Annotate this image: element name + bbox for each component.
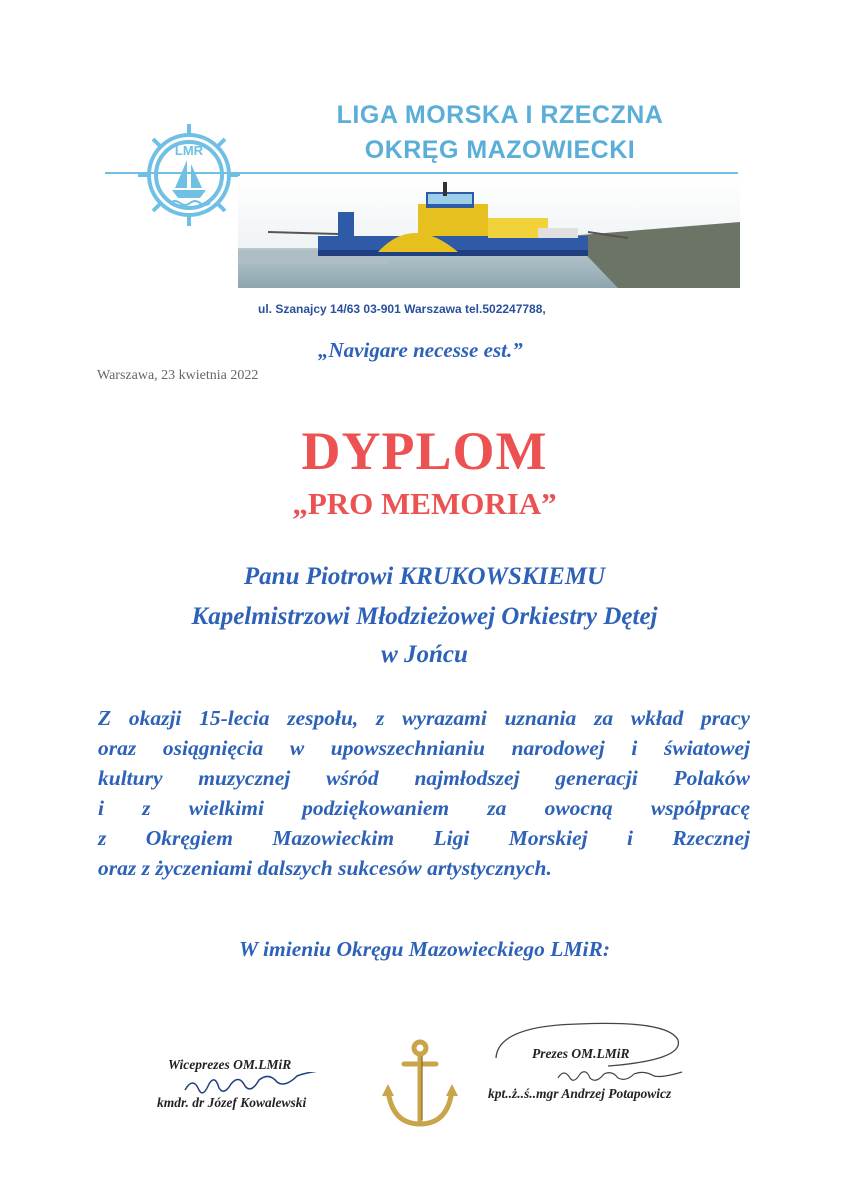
diploma-subtitle: „PRO MEMORIA” [292, 486, 557, 521]
recipient-name: Panu Piotrowi KRUKOWSKIEMU [243, 563, 606, 590]
lmr-logo-icon [134, 120, 244, 230]
logo-text: LMR [174, 143, 204, 158]
recipient-title: Kapelmistrzowi Młodzieżowej Orkiestry Dętej [191, 603, 658, 630]
ship-photo [238, 176, 740, 288]
right-signer-role: Prezes OM.LMiR [532, 1046, 630, 1061]
anchor-icon [380, 1038, 460, 1130]
org-name-line1: LIGA MORSKA I RZECZNA [336, 101, 664, 129]
body-line: i z wielkimi podziękowaniem za owocną współpracę [98, 796, 750, 820]
address: ul. Szanajcy 14/63 03-901 Warszawa tel.502247788, [258, 302, 546, 316]
right-signer-name: kpt..ż..ś..mgr Andrzej Potapowicz [488, 1086, 672, 1101]
closing-line: W imieniu Okręgu Mazowieckiego LMiR: [238, 937, 611, 961]
body-line: z Okręgiem Mazowieckim Ligi Morskiej i Rzecznej [98, 826, 750, 850]
diploma-body [98, 703, 750, 883]
header-divider [105, 172, 738, 174]
date: Warszawa, 23 kwietnia 2022 [97, 368, 259, 383]
diploma-title: DYPLOM [301, 421, 548, 481]
body-line: oraz osiągnięcia w upowszechnianiu narodowej i światowej [98, 736, 750, 760]
org-name-line2: OKRĘG MAZOWIECKI [364, 136, 636, 164]
body-line: kultury muzycznej wśród najmłodszej generacji Polaków [98, 766, 750, 790]
left-signer-name: kmdr. dr Józef Kowalewski [157, 1095, 307, 1110]
body-line: oraz z życzeniami dalszych sukcesów artystycznych. [98, 856, 552, 880]
body-line: Z okazji 15-lecia zespołu, z wyrazami uznania za wkład pracy [98, 706, 750, 730]
motto: „Navigare necesse est.” [318, 338, 523, 362]
left-signer-role: Wiceprezes OM.LMiR [168, 1057, 292, 1072]
recipient-place: w Jońcu [381, 641, 468, 668]
